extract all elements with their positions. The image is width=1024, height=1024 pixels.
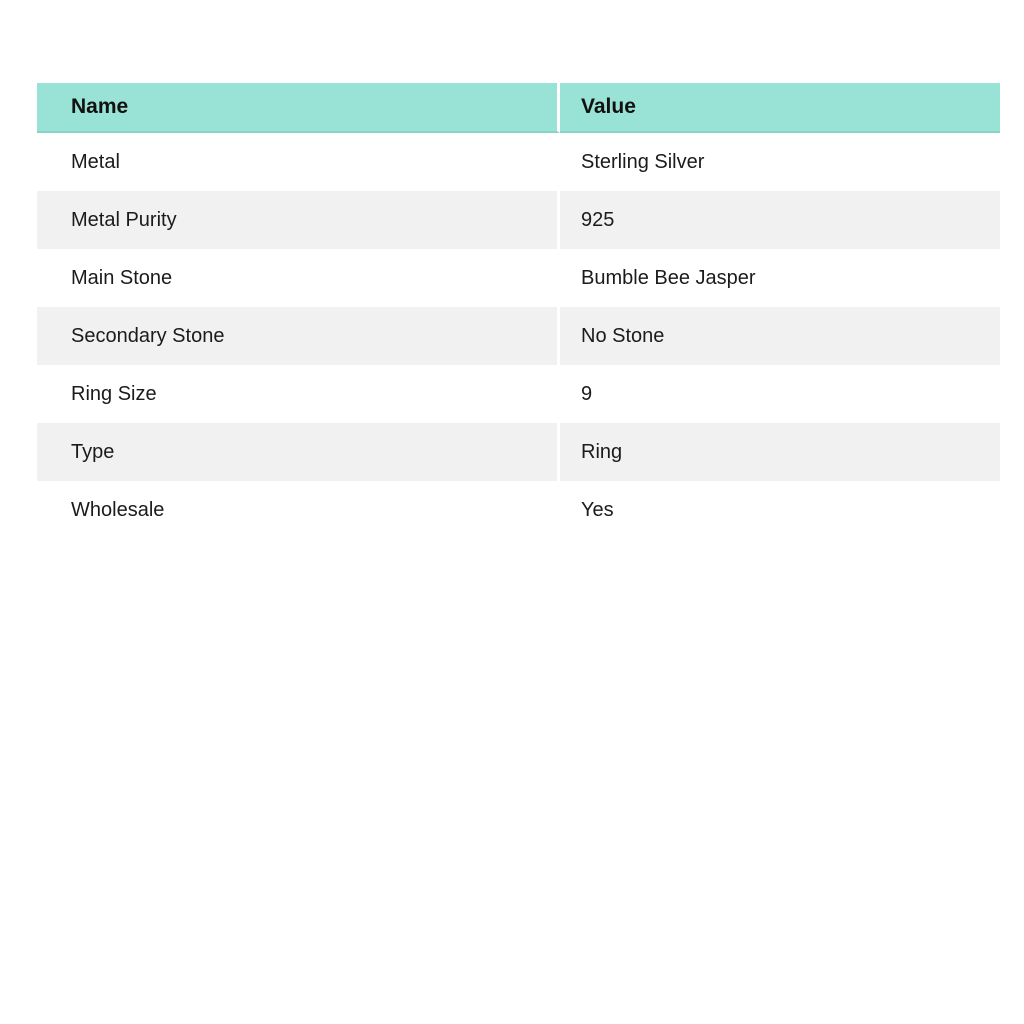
- attribute-name: Secondary Stone: [37, 307, 560, 365]
- table-header-row: [37, 83, 1000, 133]
- attribute-value: Bumble Bee Jasper: [560, 249, 1000, 307]
- attribute-value: No Stone: [560, 307, 1000, 365]
- attribute-value: Sterling Silver: [560, 133, 1000, 191]
- table-row: [37, 423, 1000, 481]
- attribute-value: Ring: [560, 423, 1000, 481]
- table-row: [37, 191, 1000, 249]
- attribute-name: Ring Size: [37, 365, 560, 423]
- attribute-value: 9: [560, 365, 1000, 423]
- attribute-name: Metal Purity: [37, 191, 560, 249]
- table-row: [37, 249, 1000, 307]
- product-attributes-table: [37, 83, 1000, 539]
- table-row: [37, 481, 1000, 539]
- table-row: [37, 307, 1000, 365]
- table-row: [37, 133, 1000, 191]
- column-header-value: Value: [560, 83, 1000, 133]
- attribute-name: Type: [37, 423, 560, 481]
- attribute-value: 925: [560, 191, 1000, 249]
- column-header-name: Name: [37, 83, 560, 133]
- attribute-name: Main Stone: [37, 249, 560, 307]
- attribute-name: Wholesale: [37, 481, 560, 539]
- table-body: [37, 133, 1000, 539]
- attribute-name: Metal: [37, 133, 560, 191]
- table-row: [37, 365, 1000, 423]
- attribute-value: Yes: [560, 481, 1000, 539]
- table-header: [37, 83, 1000, 133]
